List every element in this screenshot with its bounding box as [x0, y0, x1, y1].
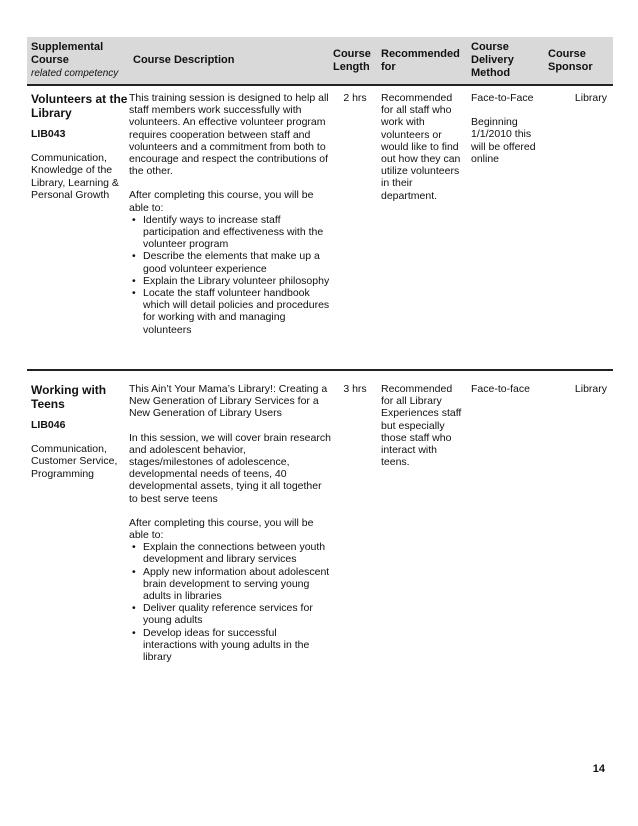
recommended-cell: Recommended for all Library Experiences staff but especially those staff who interact with teens. [381, 383, 462, 469]
length-cell: 3 hrs [343, 383, 367, 395]
header-length: Course Length [333, 47, 371, 73]
list-item: • Develop ideas for successful interactions with young adults in the library [129, 627, 331, 664]
header-sponsor: Course Sponsor [548, 47, 593, 73]
description-intro: In this session, we will cover brain research and adolescent behavior, stages/milestones of adolescence, developmental needs of teens, 40 developmental assets, tying it all together to best serve teens [129, 431, 331, 505]
delivery-method: Face-to-Face [471, 92, 534, 104]
header-course-sub: related competency [31, 68, 119, 79]
description-lead: After completing this course, you will be able to: [129, 516, 314, 542]
course-title: Volunteers at the Library [31, 92, 128, 120]
header-recommended: Recommended for [381, 47, 460, 73]
course-competency: Communication, Knowledge of the Library, Learning & Personal Growth [31, 152, 119, 201]
course-cell [27, 92, 129, 369]
objectives-list [129, 541, 331, 663]
table-row [27, 86, 613, 371]
table-header [27, 37, 613, 86]
list-item: • Identify ways to increase staff participation and effectiveness with the volunteer program [129, 214, 331, 251]
delivery-note: Beginning 1/1/2010 this will be offered online [471, 116, 536, 165]
delivery-cell: Face-to-face [471, 383, 530, 395]
list-item: • Describe the elements that make up a good volunteer experience [129, 250, 331, 274]
objectives-list [129, 214, 331, 336]
page-number: 14 [592, 763, 605, 775]
header-course-label: Supplemental Course [31, 41, 104, 66]
sponsor-cell: Library [574, 383, 607, 395]
table-row [27, 371, 613, 663]
description-intro: This training session is designed to help all staff members work successfully with volunteers. An effective volunteer program requires cooperation between staff and volunteers and a commitment from both to encourage and respect the contributions of the other. [129, 92, 329, 178]
course-cell [27, 383, 129, 663]
sponsor-cell: Library [574, 92, 607, 104]
delivery-cell [467, 92, 544, 369]
list-item: • Explain the connections between youth development and library services [129, 541, 331, 565]
description-cell [129, 92, 331, 369]
description-cell [129, 383, 331, 663]
header-delivery: Course Delivery Method [471, 41, 514, 79]
course-table [27, 37, 613, 663]
list-item: • Apply new information about adolescent brain development to serving young adults in libraries [129, 566, 331, 603]
course-competency: Communication, Customer Service, Programming [31, 443, 118, 480]
description-title: This Ain’t Your Mama’s Library!: Creating a New Generation of Library Services for a New Generation of Library Users [129, 383, 328, 420]
course-code: LIB043 [31, 128, 66, 140]
list-item: • Explain the Library volunteer philosophy [129, 275, 331, 287]
course-code: LIB046 [31, 419, 66, 431]
header-description: Course Description [133, 54, 235, 66]
description-lead: After completing this course, you will be able to: [129, 189, 314, 214]
recommended-cell: Recommended for all staff who work with volunteers or would like to find out how they can utilize volunteers in their department. [381, 92, 461, 202]
header-course [27, 41, 129, 80]
list-item: • Deliver quality reference services for young adults [129, 602, 331, 626]
length-cell: 2 hrs [343, 92, 367, 104]
course-title: Working with Teens [31, 383, 107, 411]
list-item: • Locate the staff volunteer handbook which will detail policies and procedures for working with and managing volunteers [129, 287, 331, 336]
